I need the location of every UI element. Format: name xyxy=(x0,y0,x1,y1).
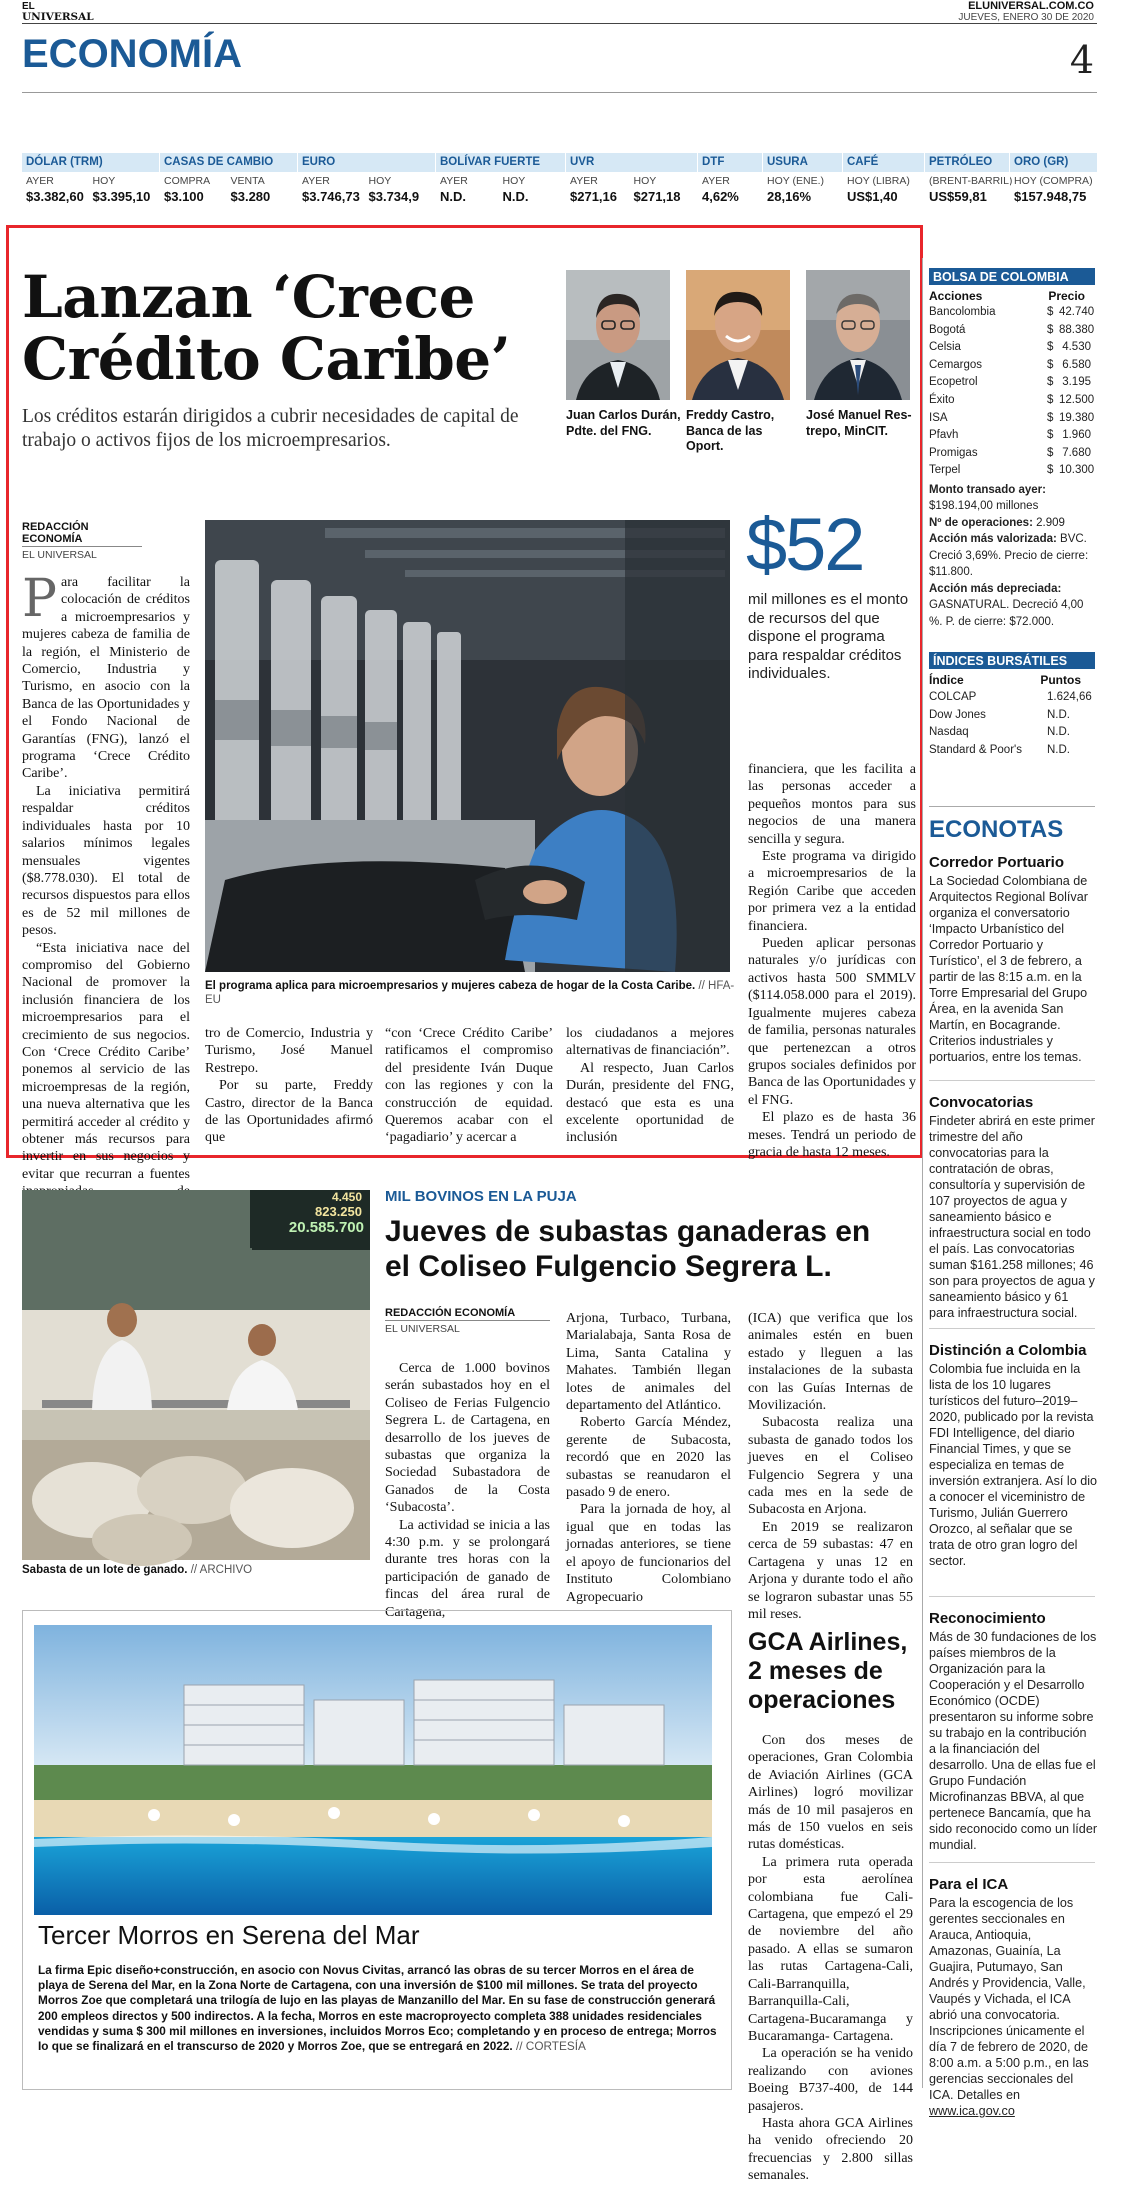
econota-body: Más de 30 fundaciones de los países miembros de la Organización para la Cooperación y el Desarrollo Económico (OCDE) presentaron su informe sobre su trabajo en la contribución a la financiación del desarrollo. Una de ellas fue el Grupo Fundación Microfinanzas BBVA, al que pertenece Bancamía, que ha sido reconocido como un líder mundial. xyxy=(929,1630,1098,1852)
header-rule-top xyxy=(22,23,1097,24)
index-row xyxy=(929,724,1095,742)
stock-name: Terpel xyxy=(929,464,961,477)
bovinos-headline-line-1: Jueves de subastas ganaderas en xyxy=(385,1215,871,1248)
bovinos-kicker: MIL BOVINOS EN LA PUJA xyxy=(385,1188,577,1205)
ticker-value: US$59,81 xyxy=(929,189,987,204)
ticker-sublabel: (BRENT-BARRIL) xyxy=(929,175,1013,187)
ticker-value: N.D. xyxy=(502,189,529,204)
stock-name: Bogotá xyxy=(929,323,966,336)
stock-price: 6.580 xyxy=(1062,358,1091,371)
stock-price: 7.680 xyxy=(1062,446,1091,459)
morros-body: La firma Epic diseño+construcción, en asocio con Novus Civitas, arrancó las obras de su tercer Morros en el área de playa de Serena del Mar, en la Zona Norte de Cartagena, con una inversión de $100 mil millones. Se trata del proyecto Morros Zoe que completará una trilogía de lujo en las playas de Manzanillo del Mar. En su fase de construcción generará 200 empleos directos y 500 indirectos. A la fecha, Morros en este macroproyecto completa 388 unidades residenciales vendidas y suma $ 300 mil millones en inversiones, incluidos Morros Eco; completando y en proceso de entrega; Morros Io que se finalizará en el transcurso de 2020 y Morros Zoe, que se entregará en 2022. xyxy=(38,1963,717,2054)
econota-body: La Sociedad Colombiana de Arquitectos Regional Bolívar organiza el conversatorio ‘Impacto Urbanístico del Corredor Portuario y Turístico’, el 3 de febrero, a partir de las 8:15 a.m. en la Torre Empresarial del Grupo Área, en la avenida San Martín, en Bocagrande. Criterios industriales y portuarios, entre los temas. xyxy=(929,874,1088,1064)
bolsa-col-acciones: Acciones xyxy=(929,289,983,303)
stock-row xyxy=(929,322,1095,340)
ticker-sublabel: AYER xyxy=(26,175,54,187)
ticker-item xyxy=(565,153,697,215)
stock-price: 10.300 xyxy=(1059,464,1095,477)
bovinos-col-2 xyxy=(566,1310,731,1606)
gca-headline xyxy=(748,1628,918,1715)
morros-title: Tercer Morros en Serena del Mar xyxy=(38,1920,420,1950)
index-name: Dow Jones xyxy=(929,708,986,721)
portrait-duran xyxy=(566,270,670,400)
ticker-sublabel: HOY (ENE.) xyxy=(767,175,824,187)
econota-ica xyxy=(929,1876,1097,2119)
portrait-caption-castro xyxy=(686,408,801,455)
index-points: N.D. xyxy=(1047,726,1070,739)
ticker-value: $3.382,60 xyxy=(26,189,84,204)
sidebar-divider xyxy=(922,258,923,2088)
currency-sign: $ xyxy=(1047,411,1054,424)
site-url[interactable]: ELUNIVERSAL.COM.CO xyxy=(968,0,1094,12)
stat-figure: $52 xyxy=(746,503,864,586)
paragraph: los ciudadanos a mejores alternativas de financiación”. xyxy=(566,1026,734,1059)
amount-label: Monto transado ayer: xyxy=(929,483,1046,496)
caption-line: Banca de las Oport. xyxy=(686,423,763,453)
portrait-caption-restrepo xyxy=(806,408,921,439)
ticker-label: ORO (GR) xyxy=(1014,156,1069,168)
paragraph: (ICA) que verifica que los animales estén en buen estado y lleguen a las instalaciones de la subasta con las Guías Internas de Movilización. xyxy=(748,1311,913,1414)
ticker-sublabel: AYER xyxy=(702,175,730,187)
stock-row xyxy=(929,304,1095,322)
gca-body xyxy=(748,1732,913,2185)
portrait-restrepo xyxy=(806,270,910,400)
price-board xyxy=(250,1190,370,1248)
ticker-value: $3.100 xyxy=(164,189,204,204)
ticker-sublabel: HOY (COMPRA) xyxy=(1014,175,1093,187)
paragraph: financiera, que les facilita a las personas acceder a pequeños montos para sus negocios de una manera sencilla y segura. xyxy=(748,762,916,847)
issue-date: JUEVES, ENERO 30 DE 2020 xyxy=(958,12,1094,23)
board-top: 4.450 xyxy=(331,1190,362,1204)
econota-rule xyxy=(929,1080,1095,1081)
bovinos-headline xyxy=(385,1214,915,1284)
gca-headline-line-1: GCA Airlines, xyxy=(748,1628,908,1656)
lead-headline xyxy=(22,263,511,393)
stock-price: 12.500 xyxy=(1059,393,1095,406)
stock-row xyxy=(929,357,1095,375)
ticker-sublabel: HOY xyxy=(633,175,657,187)
board-mid: 823.250 xyxy=(315,1204,362,1219)
ticker-item xyxy=(22,153,159,215)
header-rule xyxy=(22,92,1097,93)
econota-title: Convocatorias xyxy=(929,1094,1034,1111)
caption-text: Sabasta de un lote de ganado. xyxy=(22,1564,188,1576)
currency-sign: $ xyxy=(1047,358,1054,371)
brand-bottom: UNIVERSAL xyxy=(22,11,94,23)
paragraph: Subacosta realiza una subasta de ganado todos los jueves en el Coliseo Fulgencio Segrera y una cada mes en la sede de Subacosta en Arjona. xyxy=(748,1415,913,1518)
paragraph: Para la jornada de hoy, al igual que en todas las jornadas anteriores, se tiene el apoyo de funcionarios del Instituto Colombiano Agropecuario xyxy=(566,1502,731,1605)
section-title: ECONOMÍA xyxy=(22,32,242,76)
lead-body-col-5 xyxy=(748,761,916,1161)
ticker-value: US$1,40 xyxy=(847,189,898,204)
ica-link[interactable]: www.ica.gov.co xyxy=(929,2104,1015,2118)
ticker-item xyxy=(159,153,297,215)
paragraph: Con dos meses de operaciones, Gran Colombia de Aviación Airlines (GCA Airlines) logró movilizar más de 10 mil pasajeros en más de 150 vuelos en seis rutas domésticas. xyxy=(748,1733,913,1853)
lead-body-col-1 xyxy=(22,569,190,1235)
morros-render xyxy=(34,1625,712,1915)
stock-price: 4.530 xyxy=(1062,341,1091,354)
morros-text xyxy=(38,1963,718,2054)
paragraph: La primera ruta operada por esta aerolínea colombiana fue Cali-Cartagena, que empezó el 29 de noviembre del año pasado. A ellas se sumaron las rutas Cartagena-Cali, Cali-Barranquilla, Barranquilla-Cali, Cartagena-Bucaramanga y Bucaramanga- Cartagena. xyxy=(748,1854,913,2044)
paragraph: En 2019 se realizaron cerca de 59 subastas: 47 en Cartagena y unas 12 en Arjona y durante todo el año se lograron subastar unas 55 mil reses. xyxy=(748,1519,913,1622)
index-name: Nasdaq xyxy=(929,726,969,739)
econota-rule xyxy=(929,1328,1095,1329)
ops-label: Nº de operaciones: xyxy=(929,516,1033,529)
paragraph: tro de Comercio, Industria y Turismo, José Manuel Restrepo. xyxy=(205,1026,373,1076)
lead-headline-line-1: Lanzan ‘Crece xyxy=(22,263,475,331)
currency-sign: $ xyxy=(1047,323,1054,336)
lead-photo-embroidery xyxy=(205,520,730,972)
stock-row xyxy=(929,462,1095,480)
lead-body-col-3 xyxy=(385,1025,553,1147)
currency-sign: $ xyxy=(1047,306,1054,318)
index-row xyxy=(929,689,1095,707)
indices-col-indice: Índice xyxy=(929,673,964,687)
ticker-item xyxy=(1009,153,1097,215)
ticker-sublabel: AYER xyxy=(440,175,468,187)
portrait-castro xyxy=(686,270,790,400)
bovinos-headline-line-2: el Coliseo Fulgencio Segrera L. xyxy=(385,1250,832,1283)
stock-row xyxy=(929,392,1095,410)
photo-credit: // ARCHIVO xyxy=(190,1564,253,1576)
photo-credit: // CORTESÍA xyxy=(515,2039,586,2054)
stock-row xyxy=(929,374,1095,392)
caption-line: Juan Carlos Durán, xyxy=(566,408,681,422)
econotas-rule xyxy=(929,806,1095,807)
ticker-label: CASAS DE CAMBIO xyxy=(164,156,274,168)
ticker-label: BOLÍVAR FUERTE xyxy=(440,156,541,168)
gca-headline-line-3: operaciones xyxy=(748,1686,896,1714)
ticker-label: UVR xyxy=(570,156,595,168)
ticker-label: PETRÓLEO xyxy=(929,156,993,168)
ticker-label: DÓLAR (TRM) xyxy=(26,156,103,168)
stock-name: Cemargos xyxy=(929,358,983,371)
ticker-value: $3.395,10 xyxy=(92,189,151,204)
currency-sign: $ xyxy=(1047,429,1054,442)
ticker-value: $157.948,75 xyxy=(1014,189,1087,204)
index-points: 1.624,66 xyxy=(1047,691,1092,703)
econota-rule xyxy=(929,1596,1095,1597)
currency-sign: $ xyxy=(1047,464,1054,477)
market-ticker xyxy=(22,153,1097,215)
byline-name: REDACCIÓN ECONOMÍA xyxy=(385,1307,550,1321)
bovinos-col-1 xyxy=(385,1360,550,1621)
currency-sign: $ xyxy=(1047,446,1054,459)
byline-outlet: EL UNIVERSAL xyxy=(22,549,97,561)
econota-rule xyxy=(929,1862,1095,1863)
stock-row xyxy=(929,339,1095,357)
bovinos-byline xyxy=(385,1307,550,1335)
lead-headline-line-2: Crédito Caribe’ xyxy=(22,325,511,393)
down-label: Acción más depreciada: xyxy=(929,582,1062,595)
econota-body: Findeter abrirá en este primer trimestre del año convocatorias para la contratación de obras, consultoría y supervisión de 107 proyectos de agua y saneamiento básico e infraestructura social en todo el país. Las convocatorias suman $161.258 millones; 46 son para proyectos de agua y saneamiento básico y 61 para infraestructura social. xyxy=(929,1114,1095,1320)
econota-title: Corredor Portuario xyxy=(929,854,1065,871)
ticker-item xyxy=(924,153,1013,215)
ticker-label: USURA xyxy=(767,156,808,168)
brand-logo xyxy=(22,2,94,22)
down-value: GASNATURAL. Decreció 4,00 %. P. de cierre: $72.000. xyxy=(929,599,1084,628)
index-row xyxy=(929,707,1095,725)
lead-body-col-4 xyxy=(566,1025,734,1147)
up-value: BVC. Creció 3,69%. Precio de cierre: $11.800. xyxy=(929,533,1089,579)
stock-price: 88.380 xyxy=(1059,323,1095,336)
lead-photo-caption xyxy=(205,979,745,1007)
bovinos-col-3 xyxy=(748,1310,913,1623)
stock-name: ISA xyxy=(929,411,948,424)
paragraph: “Esta iniciativa nace del compromiso del Gobierno Nacional de promover la inclusión financiera de los microempresarios para el crecimiento de sus negocios. Con ‘Crece Crédito Caribe’ ponemos al servicio de las microempresas de la región, una nueva alternativa que les permitirá acceder al crédito y obtener más recursos para invertir en sus negocios y evitar que recurran a fuentes xyxy=(22,940,190,1182)
lead-body-col-2 xyxy=(205,1025,373,1147)
ticker-item xyxy=(842,153,924,215)
econota-title: Para el ICA xyxy=(929,1876,1009,1893)
ticker-sublabel: AYER xyxy=(570,175,598,187)
stock-row xyxy=(929,427,1095,445)
stock-name: Celsia xyxy=(929,341,961,354)
stock-name: Promigas xyxy=(929,446,978,459)
paragraph: Este programa va dirigido a microempresarios de la Región Caribe que acceden por primera vez a la entidad financiera. xyxy=(748,849,916,934)
photo-credit: // HFA-EU xyxy=(205,980,735,1006)
ticker-value: $3.746,73 xyxy=(302,189,360,204)
index-name: Standard & Poor's xyxy=(929,743,1022,756)
ticker-item xyxy=(297,153,435,215)
econota-convocatorias xyxy=(929,1094,1097,1321)
caption-line: José Manuel Res- xyxy=(806,408,912,422)
lead-deck: Los créditos estarán dirigidos a cubrir necesidades de capital de trabajo o activos fijos de los microempresarios. xyxy=(22,406,519,451)
ticker-value: N.D. xyxy=(440,189,466,204)
ticker-sublabel: HOY xyxy=(92,175,116,187)
econota-reconocimiento xyxy=(929,1610,1097,1853)
index-points: N.D. xyxy=(1047,743,1070,756)
amount-value: $198.194,00 millones xyxy=(929,500,1039,513)
paragraph: El plazo es de hasta 36 meses. Tendrá un periodo de gracia de hasta 12 meses. xyxy=(748,1110,916,1160)
ticker-sublabel: COMPRA xyxy=(164,175,211,187)
caption-text: El programa aplica para microempresarios y mujeres cabeza de hogar de la Costa Caribe. xyxy=(205,980,696,992)
paragraph: “con ‘Crece Crédito Caribe’ ratificamos el compromiso del presidente Iván Duque con las regiones y con la construcción de equidad. Queremos acabar con el ‘pagadiario’ y acercar a xyxy=(385,1026,553,1146)
currency-sign: $ xyxy=(1047,393,1054,406)
lead-byline xyxy=(22,521,142,561)
stock-row xyxy=(929,410,1095,428)
index-points: N.D. xyxy=(1047,708,1070,721)
stock-price: 3.195 xyxy=(1062,376,1091,389)
econota-body: Colombia fue incluida en la lista de los 10 lugares turísticos del futuro–2019–2020, publicado por la revista FDI Intelligence, del diario Financial Times, y que se especializa en temas de inversión extranjera. Así lo dio a conocer el viceministro de Turismo, Julián Guerrero Orozco, al señalar que se trata de otro gran logro del sector. xyxy=(929,1362,1098,1568)
bolsa-box xyxy=(929,268,1095,630)
ticker-label: CAFÉ xyxy=(847,156,879,168)
ticker-sublabel: HOY xyxy=(502,175,526,187)
paragraph: Cerca de 1.000 bovinos serán subastados hoy en el Coliseo de Ferias Fulgencio Segrera L. de Cartagena, en desarrollo de los jueves de subastas que organiza la Sociedad Subastadora de Ganados de la Costa ‘Subacosta’. xyxy=(385,1361,550,1516)
indices-title: ÍNDICES BURSÁTILES xyxy=(929,652,1095,669)
paragraph: Roberto García Méndez, gerente de Subacosta, recordó que en 2020 las subastas se reanudaron el pasado 9 de enero. xyxy=(566,1415,731,1501)
portrait-caption-duran xyxy=(566,408,681,439)
paragraph: La iniciativa permitirá respaldar créditos individuales hasta por 10 salarios mínimos legales mensuales vigentes ($8.778.030). El total de recursos dispuestos para ellos es de 52 mil millones de pesos. xyxy=(22,783,190,939)
index-row xyxy=(929,742,1095,760)
econota-distincion xyxy=(929,1342,1097,1569)
ticker-value: $271,18 xyxy=(633,189,681,204)
paragraph: Al respecto, Juan Carlos Durán, presidente del FNG, destacó que esta es una excelente oportunidad de inclusión xyxy=(566,1060,734,1146)
paragraph: Hasta ahora GCA Airlines ha venido ofreciendo 20 frecuencias y 2.800 sillas semanales. xyxy=(748,2115,913,2184)
gca-headline-line-2: 2 meses de xyxy=(748,1657,883,1685)
ticker-label: EURO xyxy=(302,156,336,168)
econota-title: Reconocimiento xyxy=(929,1610,1046,1627)
bolsa-title: BOLSA DE COLOMBIA xyxy=(929,268,1095,285)
caption-line: Freddy Castro, xyxy=(686,408,775,422)
stock-name: Bancolombia xyxy=(929,306,996,318)
byline-name: REDACCIÓN ECONOMÍA xyxy=(22,521,142,547)
stock-name: Ecopetrol xyxy=(929,376,978,389)
ops-value: 2.909 xyxy=(1036,516,1065,529)
stock-price: 42.740 xyxy=(1059,306,1095,318)
paragraph: Arjona, Turbaco, Turbana, Marialabaja, Santa Rosa de Lima, Santa Catalina y Mahates. También llegan lotes de animales del departamento del Atlántico. xyxy=(566,1311,731,1414)
indices-box xyxy=(929,652,1095,759)
auction-caption xyxy=(22,1564,252,1576)
ticker-item xyxy=(762,153,842,215)
stock-row xyxy=(929,445,1095,463)
ticker-value: $3.734,9 xyxy=(368,189,420,204)
currency-sign: $ xyxy=(1047,376,1054,389)
paragraph: ara facilitar la colocación de créditos a microempresarios y mujeres cabeza de familia de la región, el Ministerio de Comercio, Industria y Turismo, en asocio con la Banca de las Oportunidades y el Fondo Nacional de Garantías (FNG), lanzó el programa ‘Crece Crédito Caribe’. xyxy=(22,575,190,782)
paragraph: La actividad se inicia a las 4:30 p.m. y se prolongará durante tres horas con la participación de ganado de fincas del área rural de Cartagena, xyxy=(385,1517,550,1620)
econota-corredor xyxy=(929,854,1097,1065)
ticker-value: $3.280 xyxy=(230,189,271,204)
ticker-sublabel: AYER xyxy=(302,175,330,187)
ticker-sublabel: HOY (LIBRA) xyxy=(847,175,910,187)
stock-name: Éxito xyxy=(929,393,955,406)
currency-sign: $ xyxy=(1047,341,1054,354)
econotas-title: ECONOTAS xyxy=(929,816,1064,843)
indices-col-puntos: Puntos xyxy=(1040,673,1081,687)
ticker-value: 28,16% xyxy=(767,189,812,204)
caption-line: trepo, MinCIT. xyxy=(806,423,888,438)
ticker-value: $271,16 xyxy=(570,189,617,204)
econota-title: Distinción a Colombia xyxy=(929,1342,1087,1359)
caption-line: Pdte. del FNG. xyxy=(566,423,652,438)
stock-price: 19.380 xyxy=(1059,411,1095,424)
ticker-sublabel: HOY xyxy=(368,175,392,187)
ticker-sublabel: VENTA xyxy=(230,175,265,187)
page-number: 4 xyxy=(1069,38,1094,82)
stock-name: Pfavh xyxy=(929,429,959,442)
board-bottom: 20.585.700 xyxy=(288,1219,364,1236)
paragraph: Pueden aplicar personas naturales y/o jurídicas con activos hasta 500 SMMLV ($114.058.000 para el 2019). Igualmente mujeres cabeza de familia, personas naturales que pertenezcan a otros grupos sociales definidos por Banca de las Oportunidades y el FNG. xyxy=(748,936,916,1108)
brand-top: EL xyxy=(22,1,35,12)
ticker-label: DTF xyxy=(702,156,725,168)
byline-outlet: EL UNIVERSAL xyxy=(385,1323,460,1335)
bolsa-col-precio: Precio xyxy=(1048,289,1085,303)
up-label: Acción más valorizada: xyxy=(929,533,1057,546)
paragraph: Por su parte, Freddy Castro, director de la Banca de las Oportunidades afirmó que xyxy=(205,1078,373,1146)
stock-price: 1.960 xyxy=(1062,429,1091,442)
ticker-item xyxy=(697,153,762,215)
ticker-item xyxy=(435,153,565,215)
paragraph: La operación se ha venido realizando con aviones Boeing B737-400, de 144 pasajeros. xyxy=(748,2046,913,2114)
drop-cap: P xyxy=(22,569,57,629)
stat-text: mil millones es el monto de recursos del que dispone el programa para respaldar créditos individuales. xyxy=(748,591,909,682)
ticker-value: 4,62% xyxy=(702,189,739,204)
index-name: COLCAP xyxy=(929,691,977,703)
econota-body: Para la escogencia de los gerentes seccionales en Arauca, Antioquia, Amazonas, Guainía, La Guajira, Putumayo, San Andrés y Providencia, Valle, Vaupés y Vichada, el ICA abrió una convocatoria. Inscripciones únicamente el día 7 de febrero de 2020, de 8:00 a.m. a 5:00 p.m., en las gerencias seccionales del ICA. Detalles en xyxy=(929,1896,1089,2102)
